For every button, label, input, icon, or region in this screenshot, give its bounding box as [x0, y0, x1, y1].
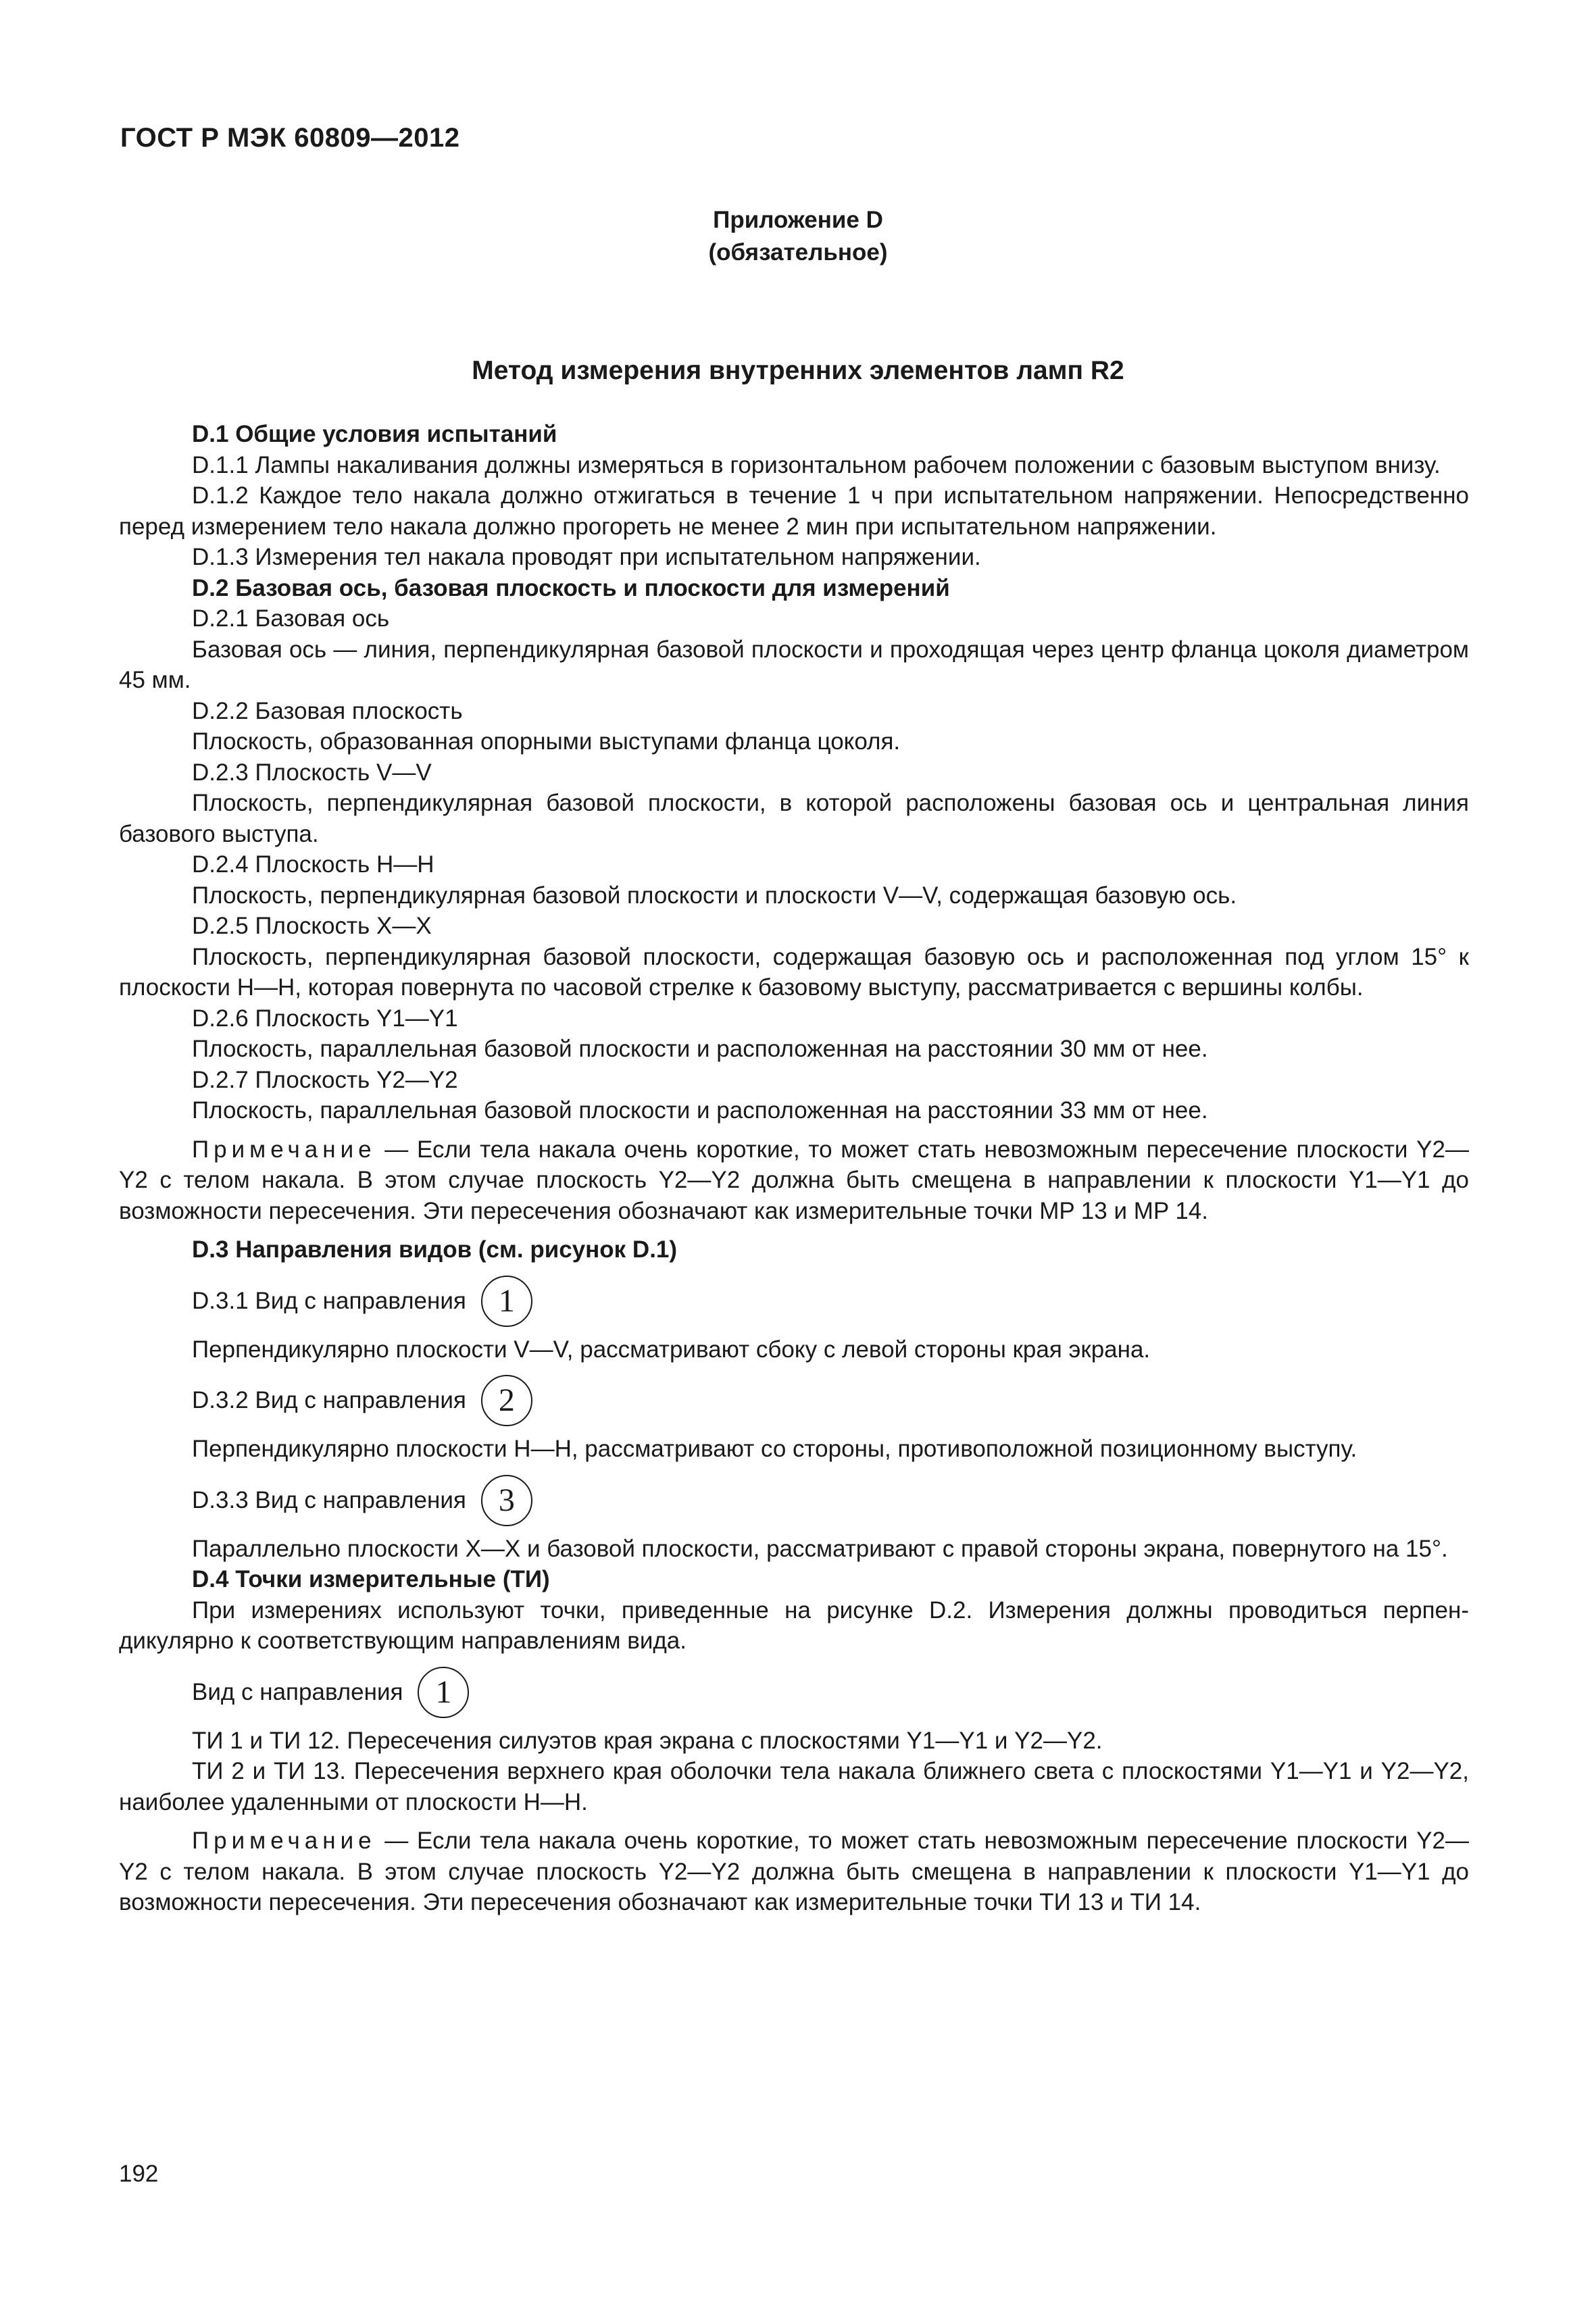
section-heading-d4: D.4 Точки измерительные (ТИ) [192, 1566, 550, 1592]
section-heading-d1: D.1 Общие условия испытаний [192, 421, 557, 447]
note-2 [119, 1826, 1469, 1918]
paragraph-d31: Перпендикулярно плоскости V—V, рассматривают сбоку с левой стороны края экрана. [192, 1336, 1151, 1363]
subheading-d24: D.2.4 Плоскость H—H [192, 851, 434, 878]
view-direction-label: D.3.2 Вид с направления [192, 1387, 466, 1414]
view-direction-label: D.3.1 Вид с направления [192, 1287, 466, 1314]
note-label: Примечание [192, 1136, 376, 1163]
annex-status: (обязательное) [708, 239, 888, 266]
section-heading-d3: D.3 Направления видов (см. рисунок D.1) [192, 1236, 678, 1263]
paragraph-d13: D.1.3 Измерения тел накала проводят при испытательном напряжении. [192, 544, 981, 570]
paragraph-d4: При измерениях используют точки, приведенные на рисунке D.2. Измерения должны проводиться перпендикулярно к соответствующим направлениям вида. [119, 1596, 1469, 1654]
annex-title: Приложение D [713, 207, 883, 233]
paragraph-d25: Плоскость, перпендикулярная базовой плоскости, содержащая базовую ось и расположенная под углом 15° к плоскости H—H, которая повернута по часовой стрелке к базовому выступу, рассматривается с вершины колбы. [119, 943, 1469, 1001]
section-heading-d2: D.2 Базовая ось, базовая плоскость и плоскости для измерений [192, 574, 950, 601]
subheading-d26: D.2.6 Плоскость Y1—Y1 [192, 1005, 458, 1032]
annex-heading [0, 204, 1596, 269]
view-direction-1 [119, 1272, 1469, 1330]
note-text: — Если тела накала очень короткие, то может стать невозможным пересечение плоскости Y2—Y2 с телом накала. В этом случае плоскость Y2—Y2 должна быть смещена в направлении к плоскости Y1—Y1 до возможности пересечения. Эти пересечения обозначают как измерительные точки MP 13 и MP 14. [119, 1136, 1469, 1224]
paragraph-d26: Плоскость, параллельная базовой плоскости и расположенная на расстоянии 30 мм от нее. [192, 1036, 1208, 1062]
view-direction-label: D.3.3 Вид с направления [192, 1486, 466, 1513]
paragraph-ti1: ТИ 1 и ТИ 12. Пересечения силуэтов края экрана с плоскостями Y1—Y1 и Y2—Y2. [192, 1727, 1103, 1754]
view-direction-3 [119, 1472, 1469, 1530]
document-body [119, 419, 1469, 1918]
note-text: — Если тела накала очень короткие, то может стать невозможным пересечение плоскости Y2—Y2 с телом накала. В этом случае плоскость Y2—Y2 должна быть смещена в направлении к плоскости Y1—Y1 до возможности пересечения. Эти пересечения обозначают как измерительные точки ТИ 13 и ТИ 14. [119, 1828, 1469, 1915]
paragraph-d11: D.1.1 Лампы накаливания должны измеряться в горизонтальном рабочем положении с базовым выступом внизу. [192, 451, 1441, 478]
paragraph-d21: Базовая ось — линия, перпендикулярная базовой плоскости и проходящая через центр фланца цоколя диаметром 45 мм. [119, 636, 1469, 693]
paragraph-d33: Параллельно плоскости X—X и базовой плоскости, рассматривают с правой стороны экрана, повернутого на 15°. [192, 1535, 1448, 1562]
view-number-circle: 1 [418, 1667, 469, 1718]
subheading-d27: D.2.7 Плоскость Y2—Y2 [192, 1066, 458, 1093]
subheading-d22: D.2.2 Базовая плоскость [192, 697, 463, 724]
view-direction-label: Вид с направления [192, 1678, 403, 1705]
subheading-d21: D.2.1 Базовая ось [192, 605, 390, 632]
standard-header: ГОСТ Р МЭК 60809—2012 [120, 123, 460, 153]
view-direction-4 [119, 1663, 1469, 1721]
view-number-circle: 3 [481, 1475, 532, 1526]
paragraph-d22: Плоскость, образованная опорными выступами фланца цоколя. [192, 728, 901, 755]
paragraph-d32: Перпендикулярно плоскости H—H, рассматривают со стороны, противоположной позиционному выступу. [192, 1436, 1357, 1462]
view-number-circle: 2 [481, 1375, 532, 1426]
paragraph-d12: D.1.2 Каждое тело накала должно отжигаться в течение 1 ч при испытательном напряжении. Непосредственно перед измерением тело накала должно прогореть не менее 2 мин при испытательном напряжении. [119, 482, 1469, 540]
view-number-circle: 1 [481, 1276, 532, 1327]
paragraph-d24: Плоскость, перпендикулярная базовой плоскости и плоскости V—V, содержащая базовую ось. [192, 882, 1237, 909]
note-label: Примечание [192, 1828, 376, 1854]
subheading-d23: D.2.3 Плоскость V—V [192, 759, 432, 786]
page-title: Метод измерения внутренних элементов ламп R2 [472, 356, 1124, 385]
paragraph-d23: Плоскость, перпендикулярная базовой плоскости, в которой расположены базовая ось и центральная линия базового выступа. [119, 790, 1469, 847]
paragraph-d27: Плоскость, параллельная базовой плоскости и расположенная на расстоянии 33 мм от нее. [192, 1097, 1208, 1124]
note-1 [119, 1134, 1469, 1227]
view-direction-2 [119, 1372, 1469, 1430]
paragraph-ti2: ТИ 2 и ТИ 13. Пересечения верхнего края оболочки тела накала ближнего света с плоскостями Y1—Y1 и Y2—Y2, наиболее удаленными от плоскости H—H. [119, 1758, 1469, 1815]
subheading-d25: D.2.5 Плоскость X—X [192, 913, 432, 939]
page-number: 192 [119, 2161, 159, 2187]
